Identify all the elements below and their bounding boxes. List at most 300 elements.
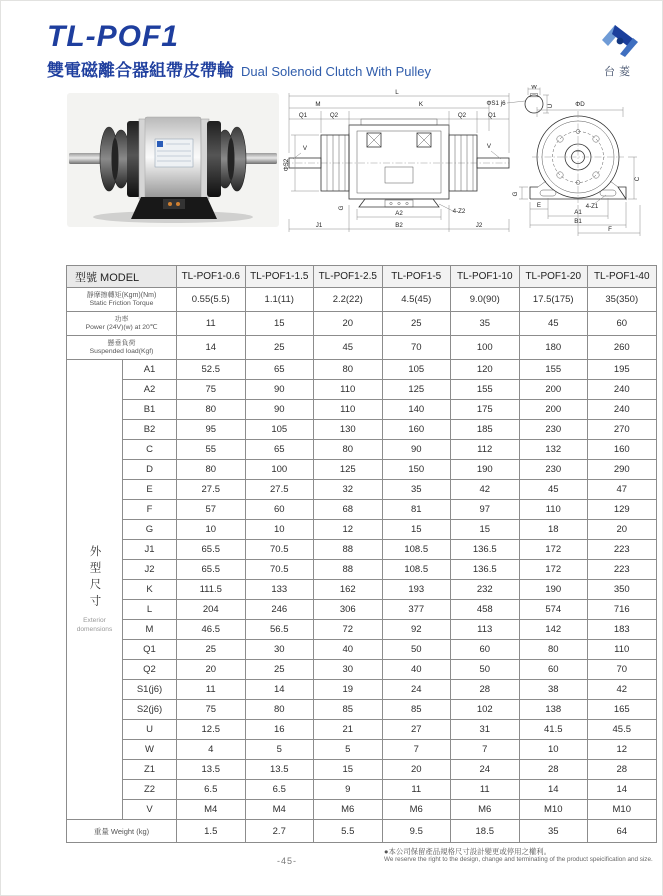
dimension-key-cell: J1 [123,540,177,560]
value-cell: 110 [314,400,383,420]
value-cell: 30 [314,660,383,680]
dim-label-s1: ΦS1 j6 [486,100,506,107]
value-cell: 52.5 [177,360,246,380]
page-header [47,21,431,81]
dimension-group-label-en: Exterior domensions [76,617,113,633]
value-cell: 14 [588,780,657,800]
dimension-row [67,360,657,380]
value-cell: 80 [245,700,314,720]
value-cell: 45 [519,312,588,336]
value-cell: 130 [314,420,383,440]
value-cell: 65 [245,360,314,380]
value-cell: 18 [519,520,588,540]
dim-label-f: F [608,226,612,233]
value-cell: 9.0(90) [451,288,520,312]
value-cell: 24 [451,760,520,780]
brand-logo-text: 台菱 [604,66,634,78]
value-cell: 38 [519,680,588,700]
value-cell: 70.5 [245,540,314,560]
value-cell: 4 [177,740,246,760]
value-cell: 108.5 [382,560,451,580]
value-cell: 85 [314,700,383,720]
value-cell: 100 [451,336,520,360]
value-cell: 65 [245,440,314,460]
spec-row [67,312,657,336]
spec-label-en: Static Friction Torque [89,299,154,307]
value-cell: 15 [314,760,383,780]
value-cell: 260 [588,336,657,360]
dimension-key-cell: G [123,520,177,540]
dimension-row [67,720,657,740]
value-cell: 11 [382,780,451,800]
value-cell: 111.5 [177,580,246,600]
value-cell: 97 [451,500,520,520]
dimension-key-cell: C [123,440,177,460]
value-cell: 132 [519,440,588,460]
value-cell: 142 [519,620,588,640]
dim-label-b2: B2 [395,222,403,229]
value-cell: 4.5(45) [382,288,451,312]
model-name-cell: TL-POF1-5 [382,266,451,288]
model-name-cell: TL-POF1-2.5 [314,266,383,288]
value-cell: 112 [451,440,520,460]
dimension-row [67,460,657,480]
value-cell: 11 [177,680,246,700]
value-cell: 350 [588,580,657,600]
dimension-row [67,400,657,420]
value-cell: 136.5 [451,540,520,560]
value-cell: 18.5 [451,820,520,843]
dimension-row [67,600,657,620]
value-cell: 11 [177,312,246,336]
dimension-row [67,520,657,540]
value-cell: 27.5 [177,480,246,500]
value-cell: 70 [588,660,657,680]
value-cell: 42 [588,680,657,700]
value-cell: 16 [245,720,314,740]
value-cell: 40 [314,640,383,660]
dimension-key-cell: Z2 [123,780,177,800]
value-cell: 110 [314,380,383,400]
dimension-row [67,740,657,760]
footer-note-english: We reserve the right to the design, change and terminating of the product speicification and size. [384,856,653,864]
value-cell: 40 [382,660,451,680]
value-cell: 129 [588,500,657,520]
value-cell: 175 [451,400,520,420]
value-cell: 45.5 [588,720,657,740]
value-cell: 105 [245,420,314,440]
dim-label-v-right: V [486,143,492,150]
value-cell: 150 [382,460,451,480]
dimension-key-cell: J2 [123,560,177,580]
value-cell: 50 [382,640,451,660]
spec-label-en: Power (24V)(w) at 20℃ [85,323,158,331]
value-cell: 80 [314,440,383,460]
dim-label-s2: ΦS2 [283,158,290,172]
value-cell: M4 [177,800,246,820]
value-cell: 180 [519,336,588,360]
dimension-row [67,580,657,600]
value-cell: 183 [588,620,657,640]
dimension-row [67,660,657,680]
value-cell: 140 [382,400,451,420]
value-cell: 6.5 [177,780,246,800]
value-cell: 20 [314,312,383,336]
value-cell: 75 [177,380,246,400]
value-cell: 92 [382,620,451,640]
value-cell: 25 [382,312,451,336]
value-cell: 162 [314,580,383,600]
dim-label-v-left: V [302,145,308,152]
value-cell: M10 [519,800,588,820]
value-cell: 10 [245,520,314,540]
value-cell: 223 [588,560,657,580]
value-cell: 120 [451,360,520,380]
value-cell: 270 [588,420,657,440]
dimension-key-cell: A1 [123,360,177,380]
value-cell: 85 [382,700,451,720]
dimension-row [67,540,657,560]
dim-label-w-detail: W [531,85,537,91]
model-name-cell: TL-POF1-1.5 [245,266,314,288]
subtitle [47,56,431,81]
dimension-key-cell: E [123,480,177,500]
dimension-key-cell: B1 [123,400,177,420]
value-cell: 45 [519,480,588,500]
value-cell: 10 [519,740,588,760]
subtitle-chinese: 雙電磁離合器組帶皮帶輪 [47,60,234,80]
value-cell: 80 [177,400,246,420]
value-cell: 19 [314,680,383,700]
dimension-key-cell: W [123,740,177,760]
value-cell: 230 [519,460,588,480]
value-cell: 21 [314,720,383,740]
dim-label-a1: A1 [574,209,582,216]
spec-label-zh: 靜摩擦轉矩(Kgm)(Nm) [86,291,157,299]
value-cell: 81 [382,500,451,520]
dimension-key-cell: L [123,600,177,620]
footer-note-chinese: ●本公司保留產品規格尺寸設計變更或停用之權利。 [384,847,552,856]
dim-label-j1: J1 [315,222,323,229]
value-cell: 155 [519,360,588,380]
value-cell: 108.5 [382,540,451,560]
model-name-cell: TL-POF1-20 [519,266,588,288]
dim-label-b1: B1 [574,218,582,225]
dim-label-g-side: G [338,205,345,211]
dimension-row [67,680,657,700]
value-cell: 65.5 [177,560,246,580]
value-cell: 223 [588,540,657,560]
value-cell: 90 [245,400,314,420]
value-cell: 47 [588,480,657,500]
value-cell: 377 [382,600,451,620]
dimension-key-cell: K [123,580,177,600]
value-cell: 125 [382,380,451,400]
dim-label-q1-right: Q1 [487,112,497,119]
dimension-row [67,640,657,660]
dimension-key-cell: A2 [123,380,177,400]
model-name-cell: TL-POF1-40 [588,266,657,288]
dimension-row [67,560,657,580]
value-cell: 88 [314,540,383,560]
dim-label-4z2: 4-Z2 [452,208,466,215]
value-cell: 25 [177,640,246,660]
value-cell: 35(350) [588,288,657,312]
dim-label-q1-left: Q1 [298,112,308,119]
value-cell: 2.2(22) [314,288,383,312]
value-cell: 1.1(11) [245,288,314,312]
dim-label-q2-left: Q2 [329,112,339,119]
value-cell: 155 [451,380,520,400]
value-cell: 232 [451,580,520,600]
value-cell: M6 [314,800,383,820]
value-cell: 160 [382,420,451,440]
value-cell: 113 [451,620,520,640]
value-cell: 35 [382,480,451,500]
value-cell: 20 [588,520,657,540]
value-cell: 25 [245,336,314,360]
value-cell: 172 [519,560,588,580]
value-cell: 15 [245,312,314,336]
value-cell: 42 [451,480,520,500]
dimension-group-label-zh: 外型尺寸 [88,545,101,612]
value-cell: 200 [519,400,588,420]
value-cell: 20 [382,760,451,780]
value-cell: 110 [519,500,588,520]
value-cell: 290 [588,460,657,480]
value-cell: 46.5 [177,620,246,640]
spec-label-zh: 功率 [114,315,129,323]
dimension-row [67,700,657,720]
page-title: TL-POF1 [47,20,179,53]
dimension-key-cell: U [123,720,177,740]
value-cell: 306 [314,600,383,620]
side-view-drawing [281,87,511,244]
dim-label-m: M [315,101,321,108]
dimension-key-cell: F [123,500,177,520]
dimension-key-cell: D [123,460,177,480]
value-cell: 32 [314,480,383,500]
value-cell: 14 [177,336,246,360]
table-header-row [67,266,657,288]
value-cell: 20 [177,660,246,680]
value-cell: 204 [177,600,246,620]
value-cell: 27 [382,720,451,740]
value-cell: 60 [245,500,314,520]
value-cell: M6 [451,800,520,820]
value-cell: 64 [588,820,657,843]
dim-label-u-detail: U [547,103,554,109]
dimension-key-cell: S1(j6) [123,680,177,700]
spec-label-cell [67,312,177,336]
value-cell: 716 [588,600,657,620]
value-cell: 27.5 [245,480,314,500]
spec-row [67,288,657,312]
value-cell: 190 [451,460,520,480]
value-cell: 90 [382,440,451,460]
spec-table [66,265,657,843]
dim-label-4z1: 4-Z1 [585,203,599,210]
model-name-cell: TL-POF1-10 [451,266,520,288]
value-cell: 13.5 [245,760,314,780]
dim-label-q2-right: Q2 [457,112,467,119]
dimension-row [67,380,657,400]
value-cell: M6 [382,800,451,820]
dim-label-k: K [418,101,424,108]
value-cell: 14 [519,780,588,800]
dim-label-g-end: G [512,191,519,197]
value-cell: 9 [314,780,383,800]
dim-label-d: ΦD [575,101,585,108]
value-cell: 190 [519,580,588,600]
dimension-key-cell: Q1 [123,640,177,660]
brand-logo-icon [598,23,640,57]
value-cell: 12 [588,740,657,760]
value-cell: 200 [519,380,588,400]
value-cell: 41.5 [519,720,588,740]
dim-label-e: E [536,202,542,209]
value-cell: 24 [382,680,451,700]
dim-label-a2: A2 [395,210,403,217]
value-cell: 185 [451,420,520,440]
value-cell: 136.5 [451,560,520,580]
value-cell: 165 [588,700,657,720]
value-cell: 15 [382,520,451,540]
dimension-row [67,620,657,640]
value-cell: 240 [588,380,657,400]
value-cell: 7 [451,740,520,760]
spec-label-en: Suspended load(Kgf) [89,347,154,355]
dimension-row [67,780,657,800]
value-cell: 60 [451,640,520,660]
spec-label-cell [67,336,177,360]
dim-label-j2: J2 [475,222,483,229]
value-cell: 172 [519,540,588,560]
value-cell: 68 [314,500,383,520]
value-cell: 80 [177,460,246,480]
value-cell: 138 [519,700,588,720]
value-cell: 72 [314,620,383,640]
value-cell: 100 [245,460,314,480]
dim-label-l: L [395,89,399,96]
model-column-header: 型號 MODEL [67,266,177,288]
value-cell: 25 [245,660,314,680]
dimension-row [67,420,657,440]
dimension-group-cell [67,360,123,820]
value-cell: 458 [451,600,520,620]
end-view-drawing [506,99,663,242]
dimension-key-cell: B2 [123,420,177,440]
value-cell: 9.5 [382,820,451,843]
value-cell: 55 [177,440,246,460]
value-cell: 2.7 [245,820,314,843]
page-number: -45- [277,856,298,866]
dimension-key-cell: Z1 [123,760,177,780]
value-cell: 28 [588,760,657,780]
value-cell: 75 [177,700,246,720]
value-cell: 7 [382,740,451,760]
value-cell: 17.5(175) [519,288,588,312]
dim-label-c: C [634,176,641,182]
value-cell: 10 [177,520,246,540]
footer-note [384,847,653,864]
dimension-row [67,440,657,460]
value-cell: 160 [588,440,657,460]
model-name-cell: TL-POF1-0.6 [177,266,246,288]
value-cell: 90 [245,380,314,400]
value-cell: 5 [314,740,383,760]
value-cell: 70.5 [245,560,314,580]
value-cell: 125 [314,460,383,480]
dimension-row [67,760,657,780]
value-cell: 28 [519,760,588,780]
value-cell: 35 [519,820,588,843]
value-cell: 57 [177,500,246,520]
dimension-row [67,480,657,500]
value-cell: 0.55(5.5) [177,288,246,312]
dimension-key-cell: S2(j6) [123,700,177,720]
dimension-key-cell: M [123,620,177,640]
value-cell: 1.5 [177,820,246,843]
value-cell: 30 [245,640,314,660]
value-cell: 65.5 [177,540,246,560]
value-cell: 60 [588,312,657,336]
value-cell: 88 [314,560,383,580]
value-cell: 31 [451,720,520,740]
spec-label-zh: 懸垂負荷 [107,339,136,347]
value-cell: 230 [519,420,588,440]
value-cell: 70 [382,336,451,360]
value-cell: 574 [519,600,588,620]
value-cell: M4 [245,800,314,820]
dimension-row [67,500,657,520]
weight-label-cell: 重量 Weight (kg) [67,820,177,843]
spec-row [67,336,657,360]
value-cell: 102 [451,700,520,720]
value-cell: 12 [314,520,383,540]
value-cell: 56.5 [245,620,314,640]
value-cell: 14 [245,680,314,700]
dimension-row [67,800,657,820]
value-cell: 50 [451,660,520,680]
dimension-key-cell: Q2 [123,660,177,680]
dimension-key-cell: V [123,800,177,820]
value-cell: 80 [519,640,588,660]
value-cell: 246 [245,600,314,620]
value-cell: 15 [451,520,520,540]
value-cell: 35 [451,312,520,336]
value-cell: M10 [588,800,657,820]
product-photo [67,93,279,232]
value-cell: 5.5 [314,820,383,843]
value-cell: 80 [314,360,383,380]
value-cell: 11 [451,780,520,800]
value-cell: 133 [245,580,314,600]
value-cell: 95 [177,420,246,440]
spec-label-cell [67,288,177,312]
value-cell: 195 [588,360,657,380]
value-cell: 5 [245,740,314,760]
value-cell: 13.5 [177,760,246,780]
weight-row [67,820,657,843]
brand-logo [590,23,648,79]
value-cell: 110 [588,640,657,660]
value-cell: 28 [451,680,520,700]
value-cell: 12.5 [177,720,246,740]
value-cell: 193 [382,580,451,600]
value-cell: 6.5 [245,780,314,800]
value-cell: 105 [382,360,451,380]
